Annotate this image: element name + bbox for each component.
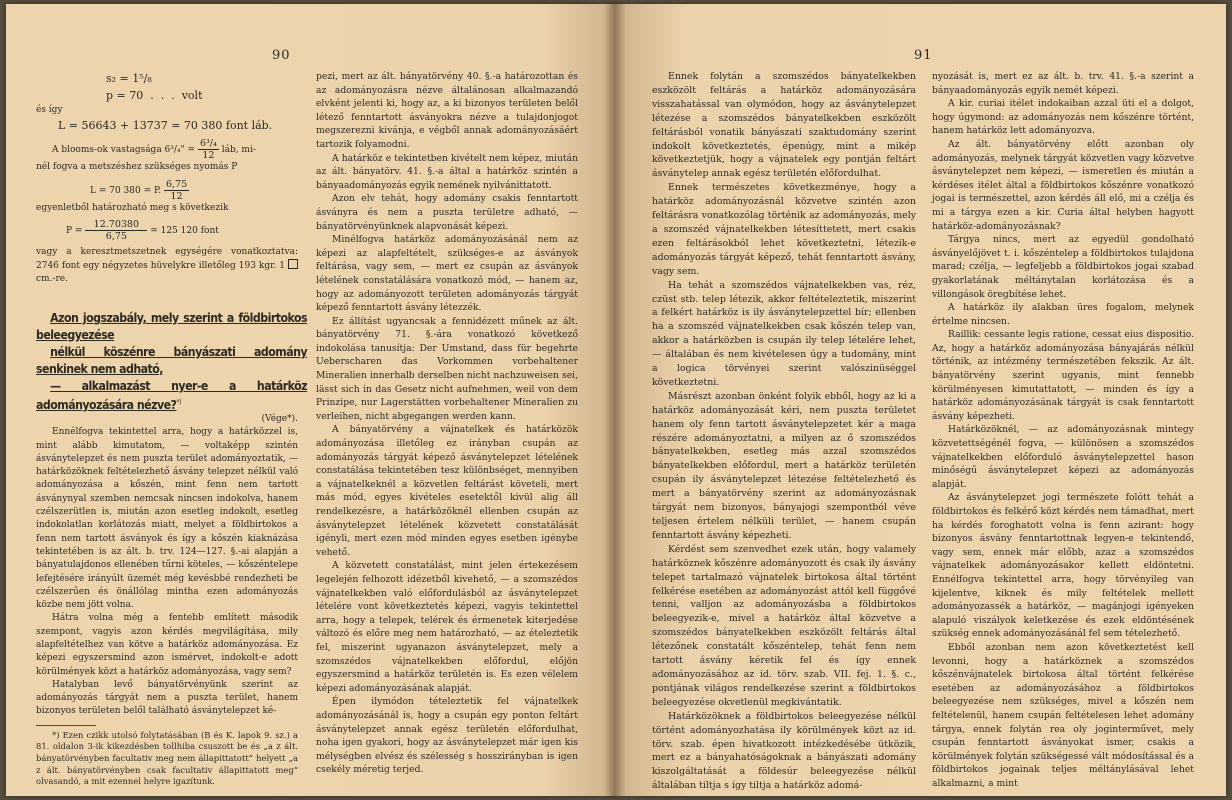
right-column-1: [652, 70, 916, 793]
paragraph: Raillik: cessante legis ratione, cessat eius dispositio. Az, hogy a határköz adományozása bányajárás nélkül történik, az intézmény természetében fekszik. Az ált. bányatörvény szerint ugyanis, mint fennebb körülményesen kimutattatott, — minden és így a határköz adományozásának tárgyát is csak fenntartott ásvány képezheti.: [932, 329, 1194, 422]
paragraph: A határköz e tekintetben kivételt nem képez, miután az ált. bányatörv. 41. §.-a által a határköz szintén a bányaadományozás egyik nemének nyilvánittatott.: [316, 152, 578, 191]
paragraph: A közvetett constatálást, mint jelen értekezésem legelején felhozott idézetből kivehető, — a szomszédos vájnatelkekben való előfordulásból az ásványtelepzet lételére vont következtetés képezi, vagyis tekintettel arra, hogy a telepek, telérek és érmenetek kiterjedése változó és előre meg nem határozható, — az ételeztetik fel, miszerint ugyanazon ásványtelepzet, mely a szomszédos vájnatelkekben előfordul, előjön egyszersmind a határköz területén is. Es ezen vélelem képezi adományozásának alapját.: [316, 560, 578, 694]
fraction-numerator: 6³/₄: [199, 138, 217, 150]
footnote: *) Ezen czikk utolsó folytatásában (B és K. lapok 9. sz.) a 81. oldalon 3-ik kikezdésben tollhiba csuszott be és „a z ált. bányatörvényben facultativ meg nem állapittatott“ helyett „a z ált. bányatörvényben csak facultativ állapittatott meg“ olvasandó, a mit ezennel helyre igazítunk.: [36, 729, 298, 787]
square-symbol-icon: [288, 259, 298, 269]
paragraph: Ez állítást ugyancsak a fennidézett műnek az ált. bányatörvény 71. §.-ára vonatkozó következő indokolása tanusítja: Der Umstand, dass für begehrte Ueberscharen das Vorkommen vorbehaltener Mineralien innerhalb derselben nicht nachzuweisen sei, lässt sich in das Gesetz nicht aufnehmen, weil von dem Prinzipe, nur Lagerstätten vorbehaltener Mineralien zu verleihen, nicht abgegangen werden kann.: [316, 315, 578, 422]
footnote-divider: [36, 725, 96, 726]
paragraph: Azon elv tehát, hogy adomány csakis fenntartott ásványra és nem a puszta területre adható, — bányatörvényünknek alapvonását képezi.: [316, 193, 578, 232]
left-column-1: [36, 70, 308, 788]
book-gutter: [604, 4, 626, 796]
equation-P: [36, 219, 298, 242]
fraction-eq4: [164, 179, 189, 202]
book-spread: [6, 4, 1226, 796]
page-number-right: 91: [914, 48, 933, 63]
blooms-pre: A blooms-ok vastagsága 6³/₄" =: [52, 145, 196, 156]
heading-footnote-ref: *): [176, 397, 181, 406]
paragraph: Az ált. bányatörvény előtt azonban oly adományozás, melynek tárgyát közvetlen vagy közvetve ásványtelepzet nem képezi, — ismeretlen és miután a kérdéses itélet által a földbirtokos kőszénre vonatkozó jogai is természettel, azon kérdés áll elő, mi a czélja és mi a tárgya ezen a kir. Curia által helyben hagyott határköz-adományozásnak?: [932, 138, 1194, 232]
heading-line-2: [36, 343, 307, 377]
paragraph: Kérdést sem szenvedhet ezek után, hogy valamely határköznek kőszénre adományozott és csak ily ásvány telepet tartalmazó vájnatelek birtokosa által történt felkérése esetében az adományozást attól kell függővé tenni, valljon az adományozásba a földbirtokos beleegyezik-e, mivel a határköz által közvetve a szomszédos bányatelkekben eszközölt feltárás által létezőnek constatált kőszéntelep, tehát fenn nem tartott ásvány kéretik fel és így ennek adományozásához az id. törv. szab. VII. fej. 1. §. c., pontjának világos rendelkezése szerint a földbirtokos beleegyezése okvetlenül megkivántatik.: [652, 543, 916, 708]
blooms-post: láb, mi-: [221, 145, 256, 156]
paragraph: Ha tehát a szomszédos vájnatelkekben vas, réz, czüst stb. telep létezik, akkor feltételeztetik, miszerint a felkért határköz is ily ásványtelepzettel bír; ellenben ha a szomszéd vájnatelkekben csak kőszén telep van, akkor a határközben is csupán ily telep lételére lehet, — általában és nem kivételesen úgy a tudomány, mint a logica törvényei szerint valószinüséggel következtetni.: [652, 279, 916, 388]
heading-line-3: [36, 377, 307, 413]
paragraph: Ennélfogva tekintettel arra, hogy a határközzel is, mint alább kimutatom, — voltaképp szintén ásványtelepzet és nem puszta terület adományoztatik, — határközöknek feltételezhető ásvány telepzet nélkül való adományozása a kőszén, mint fenn nem tartott ásványnyal szemben nemcsak nincsen indokolva, hanem czélszerütlen is, miután azon esetleg indokolt, esetleg indokolatlan korlátozás miatt, melyet a földbirtokos a fenn nem tartott ásványok és így a kőszén kiaknázása tekintetében is az ált. b. trv. 124—127. §.-ai alapján a bányatulajdonos ellenében tűrni köteles, — kőszéntelepe lefejtésére irányúlt üzemét még kevésbbé rendezheti be czélszerűen és önállólag mintha ezen adományozás közbe nem jött volna.: [36, 427, 298, 611]
heading-line-2-text: nélkül köszénre bányászati adomány senkinek nem adható,: [36, 343, 308, 376]
right-column-2: [932, 70, 1194, 790]
article-heading: [36, 309, 308, 413]
vagy-a-text: vagy a keresztmetszetnek egységére vonatkoztatva: 2746 font egy négyzetes hüvelykre illetőleg 193 kgr. 1: [36, 246, 298, 272]
fraction-blooms: [198, 138, 219, 161]
paragraph: Hatalyban levő bányatörvényünk szerint az adományozás tárgyát nem a puszta terület, hanem bizonyos területen belől található ásványtelepzet ké-: [36, 679, 298, 717]
paragraph: pezi, mert az ált. bányatörvény 40. §.-a határozottan és az adományozásra nézve általánosan alkalmazandó elvként jelenti ki, hogy az, a ki bizonyos területen belől létező fenntartott ásványokra nézve a tulajdonjogot megszerezni kivánja, e végből annak adományozásáért tartozik folyamodni.: [316, 71, 578, 150]
paragraph: nyozását is, mert ez az ált. b. trv. 41. §.-a szerint a bányaadományozás egyik nemét képezi.: [932, 71, 1194, 96]
cm-re-text: cm.-re.: [36, 274, 68, 285]
paragraph: A bányatörvény a vájnatelkek és határközök adományozása illetőleg ez irányban csupán az adományozás tárgyát képező ásványtelepzet lételének constatálása tekintetében tesz különbséget, mennyiben a vájnatelkeknél a közvetlen feltárást követeli, mert más mód, egyes kivételes esetektől kivül alig áll rendelkezésre, a határközöknél ellenben csupán az ásványtelepzet lételének közvetett constatálását igényli, mert ezen mód minden egyes esetben igénybe vehető.: [316, 424, 578, 558]
paragraph: Hátra volna még a fentebb említett második szempont, vagyis azon kérdés megvilágítása, mily alapfeltételhez van kötve a határköz adományozása. Ez képezi egyszersmind azon ismérvet, indokolt-e adott körülmények közt a határköz adományozása, vagy sem?: [36, 613, 298, 677]
fraction-numerator: 6,75: [165, 178, 188, 190]
paragraph: Ebből azonban nem azon következtetést kell levonni, hogy a határköznek a szomszédos kőszénvájnatelek birtokosa által történt felkérése esetében az adományozásához a földbirtokos beleegyezése nem szükséges, mivel a kőszén nem feltételenül, hanem csupán feltételesen lehet adomány tárgya, ennek folytán rea oly joginterművet, mely csupán fenntartott ásványokat ismer, csakis a körülmények folytán szükségessé vált módosítással és a földbirtokos jogainak teljes méltánylásával lehet alkalmazni, a mint: [932, 641, 1194, 789]
paragraph: Határközöknél, — az adományozásnak mintegy közvetettségénél fogva, — különösen a szomszédos vájnatelkekben előforduló ásványtelepzettel hason minőségű ásványtelepzet képezi az adományozás alapját.: [932, 424, 1194, 490]
paragraph: A kir. curiai itélet indokaiban azzal üti el a dolgot, hogy úgymond: az adományozás nem kőszénre történt, hanem határköz lett adományozva.: [932, 98, 1194, 137]
fraction-denominator: 6,75: [105, 230, 127, 242]
equation-s2: s₂ = 1⁵/₈: [106, 72, 152, 85]
paragraph: Tárgya nincs, mert az egyedül gondolható ásványelőjövet t. i. kőszéntelep a földbirtokos tulajdona marad; czélja, — legfeljebb a földbirtokos jogai szabad gyakorlatának méltánytalan korlátozása és a villongások öregbítése lehet.: [932, 234, 1194, 300]
equation-L: L = 56643 + 13737 = 70 380 font láb.: [58, 119, 273, 133]
eq5-post: = 125 120 font: [150, 225, 219, 236]
fraction-numerator: 12.70380: [85, 219, 147, 231]
text-egyenlet: egyenletből határozható meg s következik: [36, 202, 229, 213]
page-number-left: 90: [272, 48, 291, 63]
fraction-eq5: [85, 219, 147, 242]
paragraph: A határköz ily alakban üres fogalom, melynek értelme nincsen.: [932, 302, 1194, 327]
heading-line-1: [36, 309, 307, 343]
equation-p: p = 70 . . . volt: [106, 89, 203, 102]
text-vege: (Vége*).: [261, 413, 298, 424]
paragraph: Ennek folytán a szomszédos bányatelkekben eszközölt feltárás a határköz adományozására visszahatással van olymódon, hogy az ásványtelepzet létezése a szomszédos bányatelkekben eszközölt feltárásból vonatik bányászati szaktudomány szerint indokolt következtetés, épenúgy, mint a mikép következtetjük, hogy a vájnatelek egy pontján feltárt ásványtelep annak egész területén előfordulhat.: [652, 71, 916, 180]
eq4-pre: L = 70 380 = P.: [90, 185, 162, 196]
eq5-pre: P =: [66, 225, 83, 236]
text-nel-fogva: nél fogva a metszéshez szükséges nyomás P: [36, 162, 238, 173]
right-page: [614, 4, 1226, 796]
fraction-denominator: 12: [170, 190, 183, 202]
left-column-2: [316, 70, 578, 777]
text-vagy-a: [36, 246, 298, 287]
equation-L-P: [36, 179, 298, 202]
left-page: [6, 4, 614, 796]
heading-line-3-text: — alkalmazást nyer-e a határköz adományozására nézve?: [36, 377, 308, 412]
heading-line-1-text: Azon jogszabály, mely szerint a földbirtokos beleegyezése: [36, 309, 308, 342]
text-blooms: [36, 138, 298, 161]
paragraph: Határközöknek a földbirtokos beleegyezése nélkül történt adományozhatása ily körülmények közt az id. törv. szab. épen hivatkozott intézkedésébe ütközik, mert ez a bányahatóságoknak a bányászati adomány kiszolgáltatását a földesúr beleegyezése nélkül általában tiltja s így tiltja a határköz adomá-: [652, 710, 916, 792]
text-es-igy: és így: [36, 105, 63, 115]
paragraph: Minélfogva határköz adományozásánál nem az képezi az alapfeltételt, szükséges-e az ásványok feltárása, vagy sem, — mert ez csupán az ásványok lételének constatálására vonatkozó mód, — hanem az, hogy az adományozott területen adományozás tárgyát képező fenntartott ásvány létezzék.: [316, 234, 578, 314]
paragraph: Ennek természetes következménye, hogy a határköz adományozásnál közvetve szintén azon feltárásra vonatkozólag történik az adományozás, mely a szomszéd vájnatelkekben létesíttetett, mert csakis ezen feltárásokból lehet következtetni, létezik-e adományozás tárgyát képező, tehát fenntartott ásvány, vagy sem.: [652, 182, 916, 277]
paragraph: Másrészt azonban önként folyik ebből, hogy az ki a határköz adományozását kéri, nem puszta területet hanem oly fenn tartott ásványtelepzetet kér a maga részére adományoztatni, a milyen az ő szomszédos bányatelkekben, esetleg más azzal szomszédos bányatelkekben előfordul, mert a határköz területén csupán ily ásványtelepzet létezése feltételezhető és mert a bányatörvény szerint az adományozásnak tárgyát nem bizonyos, bányajogi szempontból véve teljesen értelem nélküli terület, — hanem csupán fenntartott ásvány képezheti.: [652, 390, 916, 541]
fraction-denominator: 12: [202, 150, 215, 162]
paragraph: Az ásványtelepzet jogi természete folótt tehát a földbirtokos és felkérő közt kérdés nem támadhat, mert ha kérdés foroghatott volna is fenn azirant: hogy bizonyos ásvány fenntartottnak legyen-e tekintendő, vagy sem, ennek már előbb, azaz a szomszédos vájnatelkek adományozásakor kellett eldöntetni. Ennélfogva tekintettel arra, hogy törvényileg van kijelentve, kiknek és mily feltételek mellett adományozassék a határköz, — magánjogi igényeken alapuló viszályok keletkezése és ezek eldöntésének szükség ennek adományozásánál fel sem tételezhető.: [932, 492, 1194, 640]
paragraph: Épen ilymódon tételeztetik fel vájnatelkek adományozásánál is, hogy a csupán egy ponton feltárt ásványtelepzet annak egész területén előfordulhat, noha igen gyakori, hogy az ásványtelepzet már igen kis mélységben elvész és szélesség s hosszirányban is igen csekély méretig terjed.: [316, 696, 578, 776]
